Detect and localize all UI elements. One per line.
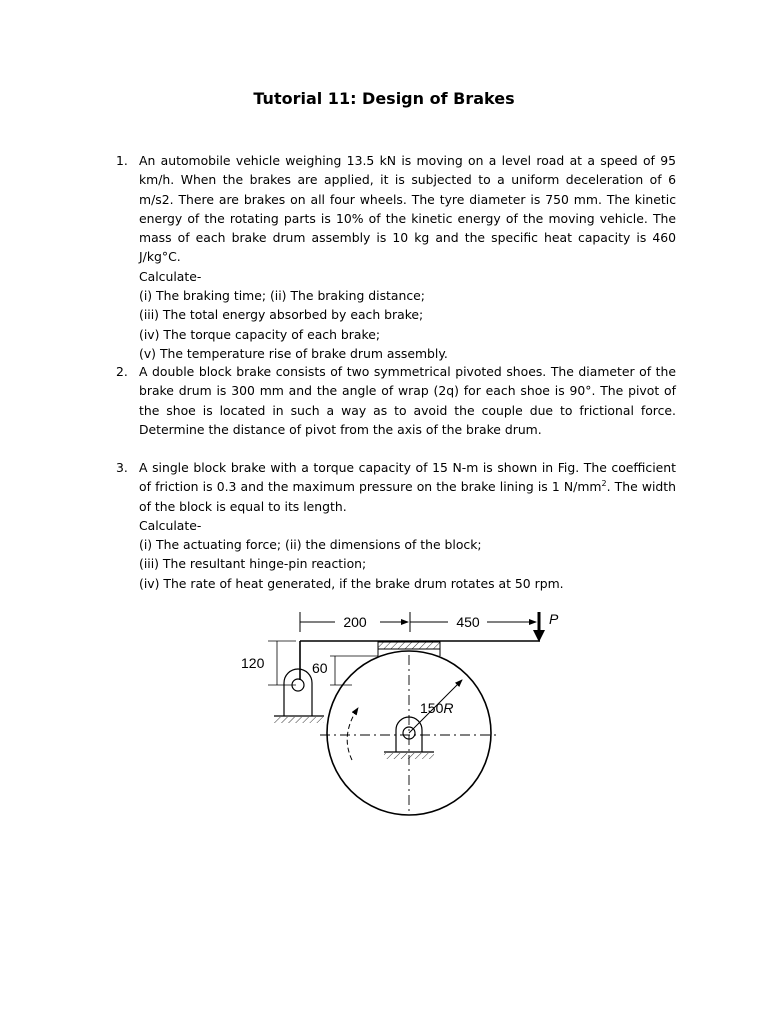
question-part: (v) The temperature rise of brake drum assembly. (139, 345, 448, 361)
question-number: 1. (116, 153, 128, 168)
question-text: A double block brake consists of two symmetrical pivoted shoes. The diameter of the brake drum is 300 mm and the angle of wrap (2q) for each shoe is 90°. The pivot of the shoe is located in such a way as to avoid the couple due to frictional force. Determine the distance of pivot from the axis of the brake drum. (139, 364, 676, 437)
question-text: An automobile vehicle weighing 13.5 kN is moving on a level road at a speed of 95 km/h. When the brakes are applied, it is subjected to a uniform deceleration of 6 m/s2. There are brakes on all four wheels. The tyre diameter is 750 mm. The kinetic energy of the rotating parts is 10% of the kinetic energy of the moving vehicle. The mass of each brake drum assembly is 10 kg and the specific heat capacity is 460 J/kg°C. (139, 153, 676, 265)
question-part: (i) The braking time; (ii) The braking distance; (139, 288, 425, 304)
dim-120-label: 120 (241, 655, 265, 671)
dim-200-label: 200 (343, 614, 367, 630)
question-part: (iv) The rate of heat generated, if the brake drum rotates at 50 rpm. (139, 575, 564, 591)
rotation-arrow (347, 708, 358, 760)
question-1 (116, 151, 676, 363)
load-label: P (549, 611, 559, 627)
pivot-support (274, 669, 324, 723)
page-title: Tutorial 11: Design of Brakes (253, 89, 515, 108)
dimension-120 (241, 641, 296, 685)
question-2 (116, 362, 676, 439)
dimension-200 (300, 612, 410, 632)
radius-dimension (409, 680, 462, 733)
load-arrow (533, 611, 559, 642)
question-text: A single block brake with a torque capacity of 15 N-m is shown in Fig. The coefficient of friction is 0.3 and the maximum pressure on the brake lining is 1 $N/mm^2$. The width of the block is equal to its length. (139, 460, 677, 514)
brake-diagram (230, 600, 559, 850)
question-part: (iii) The total energy absorbed by each brake; (139, 307, 424, 323)
question-part: (iii) The resultant hinge-pin reaction; (139, 556, 367, 572)
calculate-label: Calculate- (139, 268, 202, 284)
dim-450-label: 450 (456, 614, 480, 630)
question-part: (i) The actuating force; (ii) the dimensions of the block; (139, 537, 482, 553)
radius-label: 150R (420, 700, 454, 716)
question-part: (iv) The torque capacity of each brake; (139, 326, 380, 342)
calculate-label: Calculate- (139, 517, 202, 533)
question-number: 2. (116, 364, 128, 379)
dimension-450 (410, 614, 536, 630)
dim-60-label: 60 (312, 660, 328, 676)
question-number: 3. (116, 460, 128, 475)
question-3 (116, 458, 676, 593)
